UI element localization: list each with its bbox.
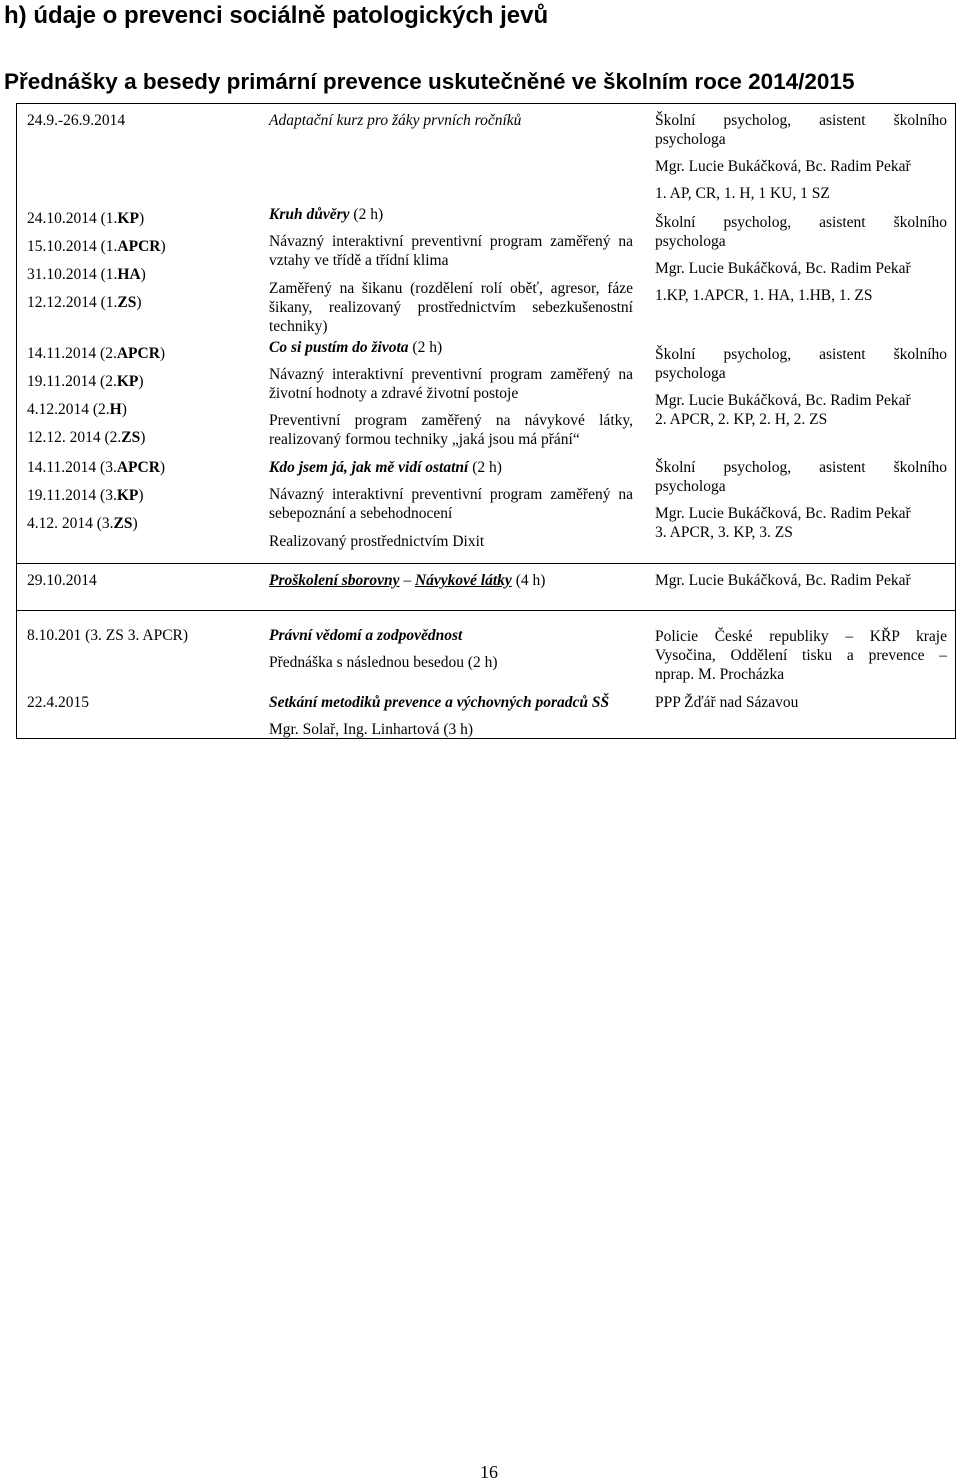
event-description: Návazný interaktivní preventivní program zaměřený na: [269, 233, 633, 250]
event-title: Proškolení sborovny – Návykové látky (4 h): [269, 572, 546, 589]
event-description: techniky): [269, 318, 328, 335]
event-date: 14.11.2014 (3.APCR): [27, 459, 166, 476]
responsible-line: psychologa: [655, 365, 726, 382]
event-date: 15.10.2014 (1.APCR): [27, 238, 166, 255]
responsible-names: Mgr. Lucie Bukáčková, Bc. Radim Pekař: [655, 392, 911, 409]
event-title: Setkání metodiků prevence a výchovných poradců SŠ: [269, 694, 610, 711]
responsible-line: nprap. M. Procházka: [655, 666, 785, 683]
event-date: 24.10.2014 (1.KP): [27, 210, 145, 227]
responsible-names: Mgr. Lucie Bukáčková, Bc. Radim Pekař: [655, 158, 911, 175]
responsible-names: Mgr. Lucie Bukáčková, Bc. Radim Pekař: [655, 260, 911, 277]
event-title: Kruh důvěry (2 h): [269, 206, 384, 223]
section-heading: h) údaje o prevenci sociálně patologických jevů: [4, 2, 549, 29]
event-title: Právní vědomí a zodpovědnost: [269, 627, 463, 644]
responsible-line: Školní psycholog, asistent školního: [655, 459, 947, 476]
responsible-line: psychologa: [655, 478, 726, 495]
event-description: Zaměřený na šikanu (rozdělení rolí oběť, agresor, fáze: [269, 280, 633, 297]
event-date: 19.11.2014 (3.KP): [27, 487, 144, 504]
event-date: 8.10.201 (3. ZS 3. APCR): [27, 627, 189, 644]
section-subheading: Přednášky a besedy primární prevence uskutečněné ve školním roce 2014/2015: [4, 69, 855, 94]
prevention-events-table: [16, 103, 956, 739]
responsible-line: Policie České republiky – KŘP kraje: [655, 628, 947, 645]
event-description: Návazný interaktivní preventivní program zaměřený na: [269, 486, 633, 503]
responsible-line: Školní psycholog, asistent školního: [655, 346, 947, 363]
event-description: Návazný interaktivní preventivní program zaměřený na: [269, 366, 633, 383]
responsible-classes: 1.KP, 1.APCR, 1. HA, 1.HB, 1. ZS: [655, 287, 873, 304]
row-divider: [17, 610, 955, 611]
event-description: Realizovaný prostřednictvím Dixit: [269, 533, 485, 550]
event-description: Preventivní program zaměřený na návykové látky,: [269, 412, 633, 429]
event-description: Mgr. Solař, Ing. Linhartová (3 h): [269, 721, 474, 738]
responsible-names: Mgr. Lucie Bukáčková, Bc. Radim Pekař: [655, 505, 911, 522]
event-description: šikany, realizovaný prostřednictvím sebezkušenostní: [269, 299, 633, 316]
event-date: 4.12.2014 (2.H): [27, 401, 127, 418]
responsible-line: Školní psycholog, asistent školního: [655, 112, 947, 129]
responsible-classes: 3. APCR, 3. KP, 3. ZS: [655, 524, 793, 541]
event-description: realizovaný formou techniky „jaká jsou má přání“: [269, 431, 580, 448]
page-number: 16: [480, 1462, 498, 1482]
event-title: Adaptační kurz pro žáky prvních ročníků: [269, 112, 522, 129]
event-date: 12.12. 2014 (2.ZS): [27, 429, 146, 446]
responsible-line: Vysočina, Oddělení tisku a prevence –: [655, 647, 947, 664]
event-description: životní hodnoty a zdravé životní postoje: [269, 385, 519, 402]
event-date: 14.11.2014 (2.APCR): [27, 345, 166, 362]
event-date: 19.11.2014 (2.KP): [27, 373, 144, 390]
responsible-names: PPP Žďář nad Sázavou: [655, 694, 799, 711]
responsible-classes: 2. APCR, 2. KP, 2. H, 2. ZS: [655, 411, 828, 428]
event-description: Přednáška s následnou besedou (2 h): [269, 654, 498, 671]
responsible-classes: 1. AP, CR, 1. H, 1 KU, 1 SZ: [655, 185, 830, 202]
responsible-names: Mgr. Lucie Bukáčková, Bc. Radim Pekař: [655, 572, 911, 589]
event-date: 22.4.2015: [27, 694, 89, 711]
event-date: 4.12. 2014 (3.ZS): [27, 515, 138, 532]
event-title: Co si pustím do života (2 h): [269, 339, 443, 356]
event-date: 31.10.2014 (1.HA): [27, 266, 146, 283]
responsible-line: psychologa: [655, 131, 726, 148]
event-description: sebepoznání a sebehodnocení: [269, 505, 453, 522]
event-description: vztahy ve třídě a třídní klima: [269, 252, 449, 269]
event-date: 12.12.2014 (1.ZS): [27, 294, 142, 311]
event-date: 24.9.-26.9.2014: [27, 112, 126, 129]
event-title: Kdo jsem já, jak mě vidí ostatní (2 h): [269, 459, 502, 476]
event-date: 29.10.2014: [27, 572, 97, 589]
row-divider: [17, 563, 955, 564]
responsible-line: Školní psycholog, asistent školního: [655, 214, 947, 231]
responsible-line: psychologa: [655, 233, 726, 250]
